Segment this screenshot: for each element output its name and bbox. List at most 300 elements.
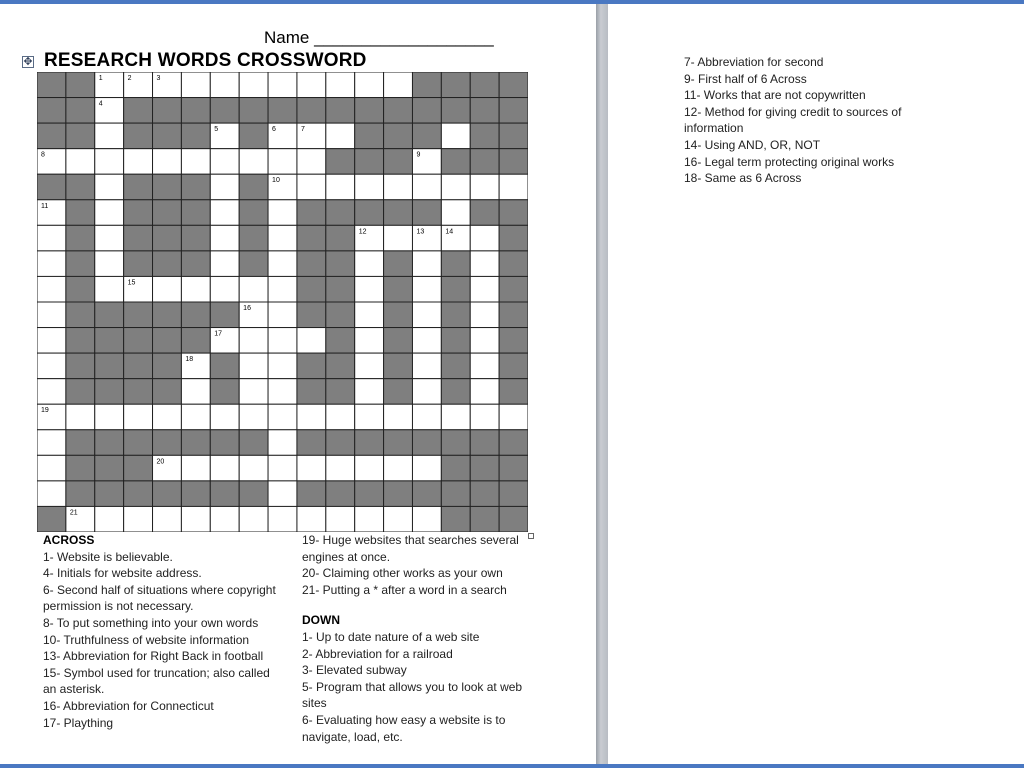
clue-down-16: 16- Legal term protecting original works bbox=[684, 154, 895, 169]
grid-cell-shaded bbox=[499, 379, 528, 405]
grid-cell-shaded bbox=[499, 251, 528, 277]
grid-cell-shaded bbox=[412, 200, 441, 226]
grid-cell-shaded bbox=[384, 149, 413, 175]
grid-cell-open bbox=[355, 72, 384, 98]
grid-clue-number: 15 bbox=[127, 279, 136, 287]
grid-clue-number: 18 bbox=[185, 356, 194, 364]
grid-cell-open bbox=[297, 174, 326, 200]
grid-cell-open bbox=[297, 455, 326, 481]
grid-cell-shaded bbox=[441, 455, 470, 481]
grid-cell-shaded bbox=[124, 98, 153, 124]
grid-cell-open bbox=[239, 328, 268, 354]
grid-cell-shaded bbox=[210, 302, 239, 328]
grid-cell-open bbox=[412, 302, 441, 328]
grid-cell-open bbox=[95, 404, 124, 430]
grid-cell-open bbox=[37, 379, 66, 405]
grid-cell-open bbox=[239, 379, 268, 405]
grid-cell-open bbox=[268, 200, 297, 226]
grid-cell-shaded bbox=[239, 123, 268, 149]
grid-clue-number: 8 bbox=[41, 151, 45, 159]
grid-cell-shaded bbox=[124, 123, 153, 149]
grid-cell-shaded bbox=[297, 379, 326, 405]
grid-cell-shaded bbox=[470, 72, 499, 98]
grid-cell-shaded bbox=[95, 481, 124, 507]
grid-cell-shaded bbox=[499, 481, 528, 507]
grid-cell-shaded bbox=[326, 302, 355, 328]
grid-cell-shaded bbox=[412, 123, 441, 149]
grid-cell-shaded bbox=[153, 481, 182, 507]
grid-cell-open bbox=[268, 302, 297, 328]
grid-cell-shaded bbox=[66, 225, 95, 251]
grid-clue-number: 17 bbox=[214, 330, 223, 338]
clue-down-7: 7- Abbreviation for second bbox=[684, 55, 824, 69]
grid-cell-open bbox=[153, 404, 182, 430]
clue-across-6: 6- Second half of situations where copyright permission is not necessary. bbox=[43, 582, 276, 614]
grid-cell-open bbox=[95, 506, 124, 532]
grid-cell-shaded bbox=[181, 174, 210, 200]
name-field-label: Name ___________________ bbox=[264, 28, 494, 47]
grid-cell-open bbox=[268, 276, 297, 302]
grid-cell-shaded bbox=[441, 251, 470, 277]
grid-cell-shaded bbox=[153, 379, 182, 405]
grid-cell-open bbox=[441, 404, 470, 430]
grid-cell-shaded bbox=[37, 506, 66, 532]
grid-cell-open bbox=[37, 455, 66, 481]
grid-cell-shaded bbox=[297, 98, 326, 124]
grid-cell-shaded bbox=[441, 72, 470, 98]
grid-cell-open bbox=[268, 251, 297, 277]
grid-cell-shaded bbox=[239, 481, 268, 507]
grid-cell-shaded bbox=[441, 430, 470, 456]
crossword-title: RESEARCH WORDS CROSSWORD bbox=[44, 50, 367, 71]
grid-cell-open bbox=[355, 302, 384, 328]
grid-cell-open bbox=[499, 404, 528, 430]
grid-cell-shaded bbox=[124, 251, 153, 277]
grid-cell-shaded bbox=[239, 200, 268, 226]
grid-cell-open bbox=[95, 251, 124, 277]
grid-cell-open bbox=[355, 251, 384, 277]
grid-clue-number: 20 bbox=[156, 458, 165, 466]
grid-cell-shaded bbox=[297, 430, 326, 456]
grid-cell-shaded bbox=[384, 200, 413, 226]
grid-cell-shaded bbox=[124, 481, 153, 507]
grid-cell-shaded bbox=[37, 123, 66, 149]
grid-cell-open bbox=[124, 404, 153, 430]
grid-cell-shaded bbox=[326, 328, 355, 354]
grid-cell-open bbox=[412, 404, 441, 430]
down-heading: DOWN bbox=[302, 613, 340, 628]
grid-cell-shaded bbox=[153, 430, 182, 456]
grid-cell-open bbox=[268, 404, 297, 430]
grid-cell-open bbox=[412, 276, 441, 302]
clues-column-1 bbox=[43, 532, 283, 731]
grid-cell-open bbox=[66, 149, 95, 175]
clue-across-19: 19- Huge websites that searches several engines at once. bbox=[302, 533, 519, 564]
grid-cell-shaded bbox=[384, 251, 413, 277]
grid-cell-open bbox=[470, 404, 499, 430]
grid-cell-shaded bbox=[210, 379, 239, 405]
grid-cell-shaded bbox=[441, 149, 470, 175]
grid-cell-shaded bbox=[499, 455, 528, 481]
grid-cell-shaded bbox=[124, 200, 153, 226]
grid-cell-shaded bbox=[181, 123, 210, 149]
grid-cell-shaded bbox=[181, 430, 210, 456]
grid-clue-number: 2 bbox=[127, 75, 132, 82]
grid-cell-open bbox=[268, 225, 297, 251]
grid-cell-open bbox=[95, 174, 124, 200]
grid-cell-shaded bbox=[499, 200, 528, 226]
grid-cell-shaded bbox=[470, 149, 499, 175]
grid-cell-open bbox=[412, 379, 441, 405]
grid-cell-open bbox=[268, 149, 297, 175]
grid-cell-open bbox=[37, 225, 66, 251]
grid-clue-number: 21 bbox=[69, 509, 78, 517]
grid-clue-number: 19 bbox=[41, 407, 49, 415]
grid-cell-shaded bbox=[37, 174, 66, 200]
grid-cell-shaded bbox=[153, 328, 182, 354]
grid-cell-shaded bbox=[326, 353, 355, 379]
crossword-grid bbox=[37, 72, 528, 532]
grid-cell-shaded bbox=[66, 174, 95, 200]
grid-cell-open bbox=[210, 404, 239, 430]
grid-cell-shaded bbox=[95, 353, 124, 379]
grid-cell-open bbox=[297, 506, 326, 532]
grid-cell-shaded bbox=[66, 251, 95, 277]
grid-cell-shaded bbox=[124, 302, 153, 328]
grid-cell-shaded bbox=[499, 276, 528, 302]
grid-cell-shaded bbox=[181, 481, 210, 507]
grid-cell-open bbox=[470, 251, 499, 277]
grid-cell-shaded bbox=[210, 353, 239, 379]
grid-clue-number: 3 bbox=[156, 75, 161, 82]
grid-cell-shaded bbox=[384, 430, 413, 456]
grid-cell-shaded bbox=[181, 302, 210, 328]
grid-cell-open bbox=[384, 506, 413, 532]
grid-cell-shaded bbox=[355, 123, 384, 149]
grid-clue-number: 4 bbox=[98, 100, 103, 108]
grid-cell-open bbox=[326, 72, 355, 98]
grid-clue-number: 13 bbox=[416, 228, 425, 236]
grid-cell-shaded bbox=[37, 72, 66, 98]
grid-cell-open bbox=[210, 276, 239, 302]
grid-cell-open bbox=[239, 353, 268, 379]
clue-across-10: 10- Truthfulness of website information bbox=[43, 632, 250, 647]
grid-cell-shaded bbox=[355, 430, 384, 456]
clue-across-13: 13- Abbreviation for Right Back in football bbox=[43, 649, 264, 664]
grid-cell-open bbox=[95, 200, 124, 226]
grid-cell-shaded bbox=[470, 98, 499, 124]
grid-cell-open bbox=[239, 455, 268, 481]
grid-cell-shaded bbox=[499, 353, 528, 379]
grid-cell-open bbox=[268, 379, 297, 405]
grid-cell-open bbox=[181, 404, 210, 430]
grid-cell-open bbox=[326, 123, 355, 149]
grid-cell-open bbox=[326, 174, 355, 200]
grid-cell-shaded bbox=[66, 302, 95, 328]
grid-cell-open bbox=[95, 276, 124, 302]
grid-cell-shaded bbox=[384, 302, 413, 328]
grid-cell-shaded bbox=[499, 225, 528, 251]
clue-down-3: 3- Elevated subway bbox=[302, 663, 407, 678]
grid-cell-open bbox=[37, 430, 66, 456]
grid-cell-shaded bbox=[297, 200, 326, 226]
table-move-handle-icon[interactable]: ✥ bbox=[23, 56, 33, 68]
grid-cell-shaded bbox=[66, 123, 95, 149]
grid-cell-open bbox=[470, 328, 499, 354]
grid-cell-shaded bbox=[124, 174, 153, 200]
clue-across-8: 8- To put something into your own words bbox=[43, 615, 259, 630]
clue-down-12: 12- Method for giving credit to sources of information bbox=[684, 104, 902, 136]
grid-cell-open bbox=[470, 276, 499, 302]
grid-cell-open bbox=[441, 123, 470, 149]
grid-cell-shaded bbox=[441, 98, 470, 124]
grid-cell-open bbox=[470, 225, 499, 251]
grid-cell-open bbox=[95, 225, 124, 251]
grid-cell-shaded bbox=[499, 123, 528, 149]
grid-cell-shaded bbox=[384, 123, 413, 149]
grid-cell-shaded bbox=[326, 98, 355, 124]
grid-cell-open bbox=[355, 379, 384, 405]
grid-cell-shaded bbox=[355, 200, 384, 226]
grid-cell-shaded bbox=[37, 98, 66, 124]
grid-cell-shaded bbox=[441, 481, 470, 507]
grid-cell-shaded bbox=[441, 506, 470, 532]
grid-clue-number: 10 bbox=[272, 177, 280, 185]
grid-cell-open bbox=[210, 455, 239, 481]
grid-cell-open bbox=[239, 276, 268, 302]
grid-cell-shaded bbox=[384, 481, 413, 507]
grid-cell-shaded bbox=[239, 174, 268, 200]
grid-cell-open bbox=[355, 404, 384, 430]
grid-cell-shaded bbox=[66, 353, 95, 379]
grid-cell-shaded bbox=[470, 455, 499, 481]
grid-cell-shaded bbox=[499, 430, 528, 456]
grid-cell-open bbox=[412, 251, 441, 277]
grid-cell-shaded bbox=[95, 379, 124, 405]
grid-cell-open bbox=[470, 302, 499, 328]
grid-cell-shaded bbox=[326, 225, 355, 251]
grid-clue-number: 12 bbox=[358, 228, 367, 236]
grid-cell-open bbox=[268, 328, 297, 354]
grid-cell-open bbox=[95, 123, 124, 149]
clue-across-21: 21- Putting a * after a word in a search bbox=[302, 582, 507, 597]
grid-cell-shaded bbox=[441, 276, 470, 302]
grid-cell-shaded bbox=[153, 123, 182, 149]
grid-cell-open bbox=[268, 72, 297, 98]
grid-cell-open bbox=[326, 404, 355, 430]
grid-cell-shaded bbox=[153, 353, 182, 379]
grid-cell-shaded bbox=[412, 98, 441, 124]
grid-cell-shaded bbox=[124, 455, 153, 481]
grid-cell-open bbox=[355, 506, 384, 532]
grid-cell-open bbox=[181, 506, 210, 532]
grid-cell-shaded bbox=[239, 251, 268, 277]
grid-cell-open bbox=[181, 72, 210, 98]
grid-cell-open bbox=[239, 149, 268, 175]
grid-cell-open bbox=[384, 225, 413, 251]
grid-cell-shaded bbox=[153, 302, 182, 328]
grid-cell-shaded bbox=[66, 430, 95, 456]
grid-cell-open bbox=[470, 379, 499, 405]
grid-cell-shaded bbox=[499, 328, 528, 354]
grid-cell-open bbox=[355, 174, 384, 200]
grid-cell-open bbox=[355, 353, 384, 379]
clue-down-1: 1- Up to date nature of a web site bbox=[302, 629, 480, 644]
clue-down-14: 14- Using AND, OR, NOT bbox=[684, 137, 821, 152]
grid-cell-shaded bbox=[124, 225, 153, 251]
grid-cell-open bbox=[355, 455, 384, 481]
grid-cell-shaded bbox=[412, 481, 441, 507]
grid-cell-shaded bbox=[95, 302, 124, 328]
grid-cell-shaded bbox=[239, 225, 268, 251]
grid-cell-open bbox=[239, 404, 268, 430]
grid-cell-shaded bbox=[384, 276, 413, 302]
grid-cell-shaded bbox=[326, 276, 355, 302]
grid-cell-open bbox=[37, 251, 66, 277]
grid-cell-open bbox=[355, 328, 384, 354]
grid-cell-open bbox=[268, 506, 297, 532]
clue-down-18: 18- Same as 6 Across bbox=[684, 171, 802, 186]
grid-cell-open bbox=[326, 455, 355, 481]
grid-cell-open bbox=[210, 200, 239, 226]
grid-cell-open bbox=[37, 328, 66, 354]
grid-cell-shaded bbox=[470, 430, 499, 456]
grid-cell-open bbox=[355, 276, 384, 302]
clue-across-16: 16- Abbreviation for Connecticut bbox=[43, 698, 214, 713]
grid-cell-open bbox=[412, 328, 441, 354]
grid-cell-open bbox=[412, 455, 441, 481]
grid-cell-shaded bbox=[384, 353, 413, 379]
grid-cell-open bbox=[470, 353, 499, 379]
grid-cell-shaded bbox=[470, 506, 499, 532]
grid-cell-open bbox=[412, 174, 441, 200]
grid-clue-number: 7 bbox=[300, 126, 305, 134]
grid-cell-shaded bbox=[66, 455, 95, 481]
grid-cell-shaded bbox=[66, 328, 95, 354]
grid-cell-open bbox=[412, 506, 441, 532]
grid-cell-shaded bbox=[470, 200, 499, 226]
grid-cell-open bbox=[37, 353, 66, 379]
grid-cell-shaded bbox=[153, 225, 182, 251]
grid-cell-shaded bbox=[326, 379, 355, 405]
clues-column-2 bbox=[302, 532, 532, 745]
grid-cell-shaded bbox=[384, 98, 413, 124]
grid-cell-open bbox=[210, 225, 239, 251]
grid-clue-number: 16 bbox=[243, 305, 251, 312]
grid-cell-shaded bbox=[181, 225, 210, 251]
grid-cell-open bbox=[37, 481, 66, 507]
grid-cell-shaded bbox=[66, 72, 95, 98]
grid-clue-number: 6 bbox=[272, 126, 276, 134]
clue-down-11: 11- Works that are not copywritten bbox=[684, 88, 866, 103]
clue-down-9: 9- First half of 6 Across bbox=[684, 71, 807, 86]
grid-cell-shaded bbox=[441, 353, 470, 379]
grid-cell-open bbox=[210, 506, 239, 532]
grid-cell-shaded bbox=[384, 328, 413, 354]
grid-cell-shaded bbox=[499, 506, 528, 532]
grid-cell-shaded bbox=[95, 328, 124, 354]
grid-cell-shaded bbox=[441, 379, 470, 405]
clue-across-4: 4- Initials for website address. bbox=[43, 566, 202, 581]
grid-cell-open bbox=[210, 251, 239, 277]
grid-cell-open bbox=[297, 404, 326, 430]
grid-cell-shaded bbox=[297, 225, 326, 251]
grid-cell-shaded bbox=[499, 302, 528, 328]
grid-cell-open bbox=[181, 379, 210, 405]
grid-cell-open bbox=[268, 430, 297, 456]
grid-clue-number: 9 bbox=[416, 151, 421, 159]
grid-cell-shaded bbox=[153, 200, 182, 226]
grid-cell-shaded bbox=[297, 302, 326, 328]
grid-cell-open bbox=[297, 72, 326, 98]
grid-clue-number: 11 bbox=[41, 202, 49, 210]
grid-cell-shaded bbox=[210, 98, 239, 124]
grid-cell-open bbox=[297, 149, 326, 175]
window-bottom-border bbox=[0, 764, 1024, 768]
grid-cell-shaded bbox=[124, 379, 153, 405]
clue-down-6: 6- Evaluating how easy a website is to navigate, load, etc. bbox=[302, 712, 506, 744]
grid-clue-number: 14 bbox=[445, 228, 454, 236]
grid-cell-shaded bbox=[210, 430, 239, 456]
grid-cell-shaded bbox=[239, 430, 268, 456]
grid-cell-shaded bbox=[239, 98, 268, 124]
grid-cell-shaded bbox=[66, 200, 95, 226]
grid-cell-shaded bbox=[181, 251, 210, 277]
grid-cell-open bbox=[66, 404, 95, 430]
grid-cell-open bbox=[268, 481, 297, 507]
grid-cell-shaded bbox=[66, 481, 95, 507]
grid-cell-open bbox=[384, 404, 413, 430]
grid-cell-shaded bbox=[297, 276, 326, 302]
clue-down-5: 5- Program that allows you to look at web sites bbox=[302, 679, 523, 711]
grid-cell-shaded bbox=[441, 302, 470, 328]
grid-cell-open bbox=[181, 455, 210, 481]
clue-spacer bbox=[302, 598, 532, 612]
page-gutter bbox=[596, 4, 608, 764]
grid-cell-shaded bbox=[210, 481, 239, 507]
grid-cell-open bbox=[181, 276, 210, 302]
grid-cell-open bbox=[470, 174, 499, 200]
grid-cell-shaded bbox=[470, 481, 499, 507]
grid-cell-open bbox=[384, 455, 413, 481]
grid-cell-open bbox=[441, 174, 470, 200]
grid-cell-shaded bbox=[412, 72, 441, 98]
grid-cell-shaded bbox=[297, 251, 326, 277]
grid-cell-open bbox=[95, 149, 124, 175]
grid-cell-open bbox=[412, 353, 441, 379]
grid-cell-open bbox=[441, 200, 470, 226]
grid-cell-shaded bbox=[499, 98, 528, 124]
grid-cell-open bbox=[153, 276, 182, 302]
grid-cell-shaded bbox=[297, 353, 326, 379]
grid-cell-shaded bbox=[326, 149, 355, 175]
clue-down-2: 2- Abbreviation for a railroad bbox=[302, 646, 453, 661]
grid-cell-shaded bbox=[124, 328, 153, 354]
grid-cell-open bbox=[384, 174, 413, 200]
grid-cell-shaded bbox=[499, 149, 528, 175]
grid-cell-open bbox=[239, 506, 268, 532]
grid-cell-shaded bbox=[326, 430, 355, 456]
clues-column-3 bbox=[684, 54, 914, 187]
grid-cell-open bbox=[239, 72, 268, 98]
grid-cell-shaded bbox=[499, 72, 528, 98]
grid-cell-shaded bbox=[181, 328, 210, 354]
grid-cell-open bbox=[268, 353, 297, 379]
grid-cell-open bbox=[210, 174, 239, 200]
grid-cell-shaded bbox=[153, 174, 182, 200]
grid-cell-open bbox=[384, 72, 413, 98]
grid-cell-open bbox=[153, 149, 182, 175]
